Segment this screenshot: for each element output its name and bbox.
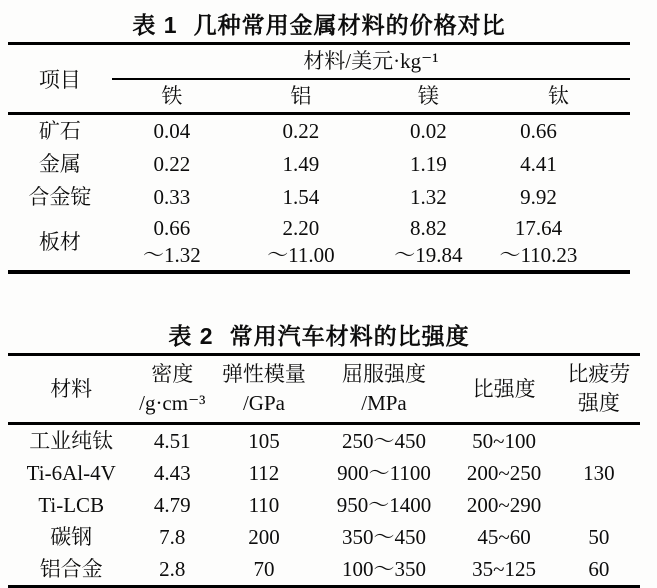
col-header-specific-strength: [450, 355, 557, 424]
cell-value: 50~100: [472, 429, 537, 453]
range-lower: ～19.84: [394, 243, 463, 267]
cell-value: 4.51: [153, 429, 191, 453]
cell-value: 130: [583, 461, 615, 485]
cell-value-range: [232, 214, 370, 272]
cell-value: 0.04: [153, 119, 191, 143]
range-upper: 17.64: [514, 216, 563, 240]
cell-value: 112: [248, 461, 280, 485]
row-label: 金属: [38, 152, 81, 176]
cell-value: 0.02: [410, 119, 447, 143]
cell-value: 4.41: [520, 152, 557, 176]
col-header-density: [134, 355, 210, 424]
col-header-magnesium: 镁: [370, 79, 487, 114]
range-lower: ～1.32: [143, 243, 201, 267]
header-line1: 材料: [50, 376, 93, 401]
table1-corner-header: 项目: [8, 44, 112, 114]
cell-value-range: [112, 214, 232, 272]
row-label: 铝合金: [39, 557, 103, 581]
range-upper: 0.66: [153, 216, 191, 240]
table-row-pure-titanium: [8, 424, 640, 458]
header-line2: /g·cm⁻³: [139, 391, 206, 415]
col-header-aluminum: 铝: [232, 79, 370, 114]
cell-value: 350～450: [342, 525, 427, 549]
table-row-ti6al4v: [8, 457, 640, 489]
cell-value: 1.19: [410, 152, 447, 176]
cell-value: [558, 424, 640, 458]
cell-value: 2.8: [159, 557, 186, 581]
range-lower: ～11.00: [267, 243, 335, 267]
cell-value: 35~125: [472, 557, 537, 581]
cell-value: 900～1100: [337, 461, 431, 485]
cell-value-range: [370, 214, 487, 272]
range-lower: ～110.23: [499, 243, 578, 267]
table-row-sheet: [8, 214, 630, 272]
cell-value: 0.33: [153, 185, 191, 209]
cell-value: 4.43: [153, 461, 191, 485]
table2-title-label: 表 2: [168, 323, 214, 349]
cell-value: 1.32: [410, 185, 447, 209]
table-row-metal: [8, 148, 630, 181]
row-label: 碳钢: [50, 525, 93, 549]
cell-value: 45~60: [477, 525, 531, 549]
table-row-aluminum-alloy: [8, 553, 640, 587]
cell-value: 7.8: [159, 525, 186, 549]
table-row-ore: [8, 114, 630, 149]
row-label: 工业纯钛: [29, 429, 114, 453]
cell-value: 4.79: [153, 493, 191, 517]
table1-title-text: 几种常用金属材料的价格对比: [193, 12, 506, 38]
cell-value: 50: [588, 525, 610, 549]
header-line2: 强度: [577, 391, 620, 415]
cell-value: 200~290: [466, 493, 542, 517]
row-label: 合金锭: [28, 185, 92, 209]
row-label: Ti-LCB: [38, 493, 105, 517]
row-label: 板材: [38, 229, 81, 254]
cell-value: 70: [253, 557, 275, 581]
col-header-iron: 铁: [112, 79, 232, 114]
cell-value: 0.22: [282, 119, 320, 143]
table1-span-header: 材料/美元·kg⁻¹: [112, 44, 630, 80]
header-line1: 比疲劳: [567, 362, 631, 386]
col-header-titanium: 钛: [487, 79, 630, 114]
price-comparison-table: [8, 42, 630, 274]
header-line1: 弹性模量: [221, 362, 306, 386]
cell-value: 9.92: [520, 185, 557, 209]
header-line1: 屈服强度: [342, 362, 427, 386]
cell-value: 200: [248, 525, 280, 549]
cell-value: 1.54: [282, 185, 320, 209]
cell-value: 110: [248, 493, 280, 517]
table1-header-row-span: [8, 44, 630, 80]
cell-value: 100～350: [342, 557, 427, 581]
table-row-alloy-ingot: [8, 181, 630, 214]
row-label: 矿石: [38, 119, 81, 143]
cell-value: 950～1400: [336, 493, 432, 517]
row-label: Ti-6Al-4V: [26, 461, 116, 485]
table2-title: [8, 319, 630, 353]
cell-value-range: [487, 214, 630, 272]
table-row-tilcb: [8, 489, 640, 521]
col-header-elastic-modulus: [210, 355, 317, 424]
range-upper: 8.82: [410, 216, 447, 240]
col-header-yield-strength: [318, 355, 451, 424]
cell-value: 105: [248, 429, 280, 453]
cell-value: 250～450: [342, 429, 427, 453]
table2-title-text: 常用汽车材料的比强度: [229, 323, 470, 349]
cell-value: 0.66: [520, 119, 557, 143]
cell-value: 0.22: [153, 152, 191, 176]
cell-value: 1.49: [282, 152, 320, 176]
header-line1: 比强度: [472, 376, 536, 401]
header-line2: /MPa: [361, 391, 407, 415]
col-header-specific-fatigue-strength: [558, 355, 640, 424]
cell-value: 200~250: [466, 461, 542, 485]
table1-title-label: 表 1: [132, 12, 178, 38]
cell-value: [558, 489, 640, 521]
cell-value: 60: [588, 557, 610, 581]
header-line2: /GPa: [242, 391, 285, 415]
range-upper: 2.20: [282, 216, 320, 240]
specific-strength-table: [8, 353, 640, 588]
table1-title: [8, 8, 630, 42]
col-header-material: [8, 355, 134, 424]
table2-header-row: [8, 355, 640, 424]
header-line1: 密度: [151, 362, 194, 386]
table-row-carbon-steel: [8, 521, 640, 553]
